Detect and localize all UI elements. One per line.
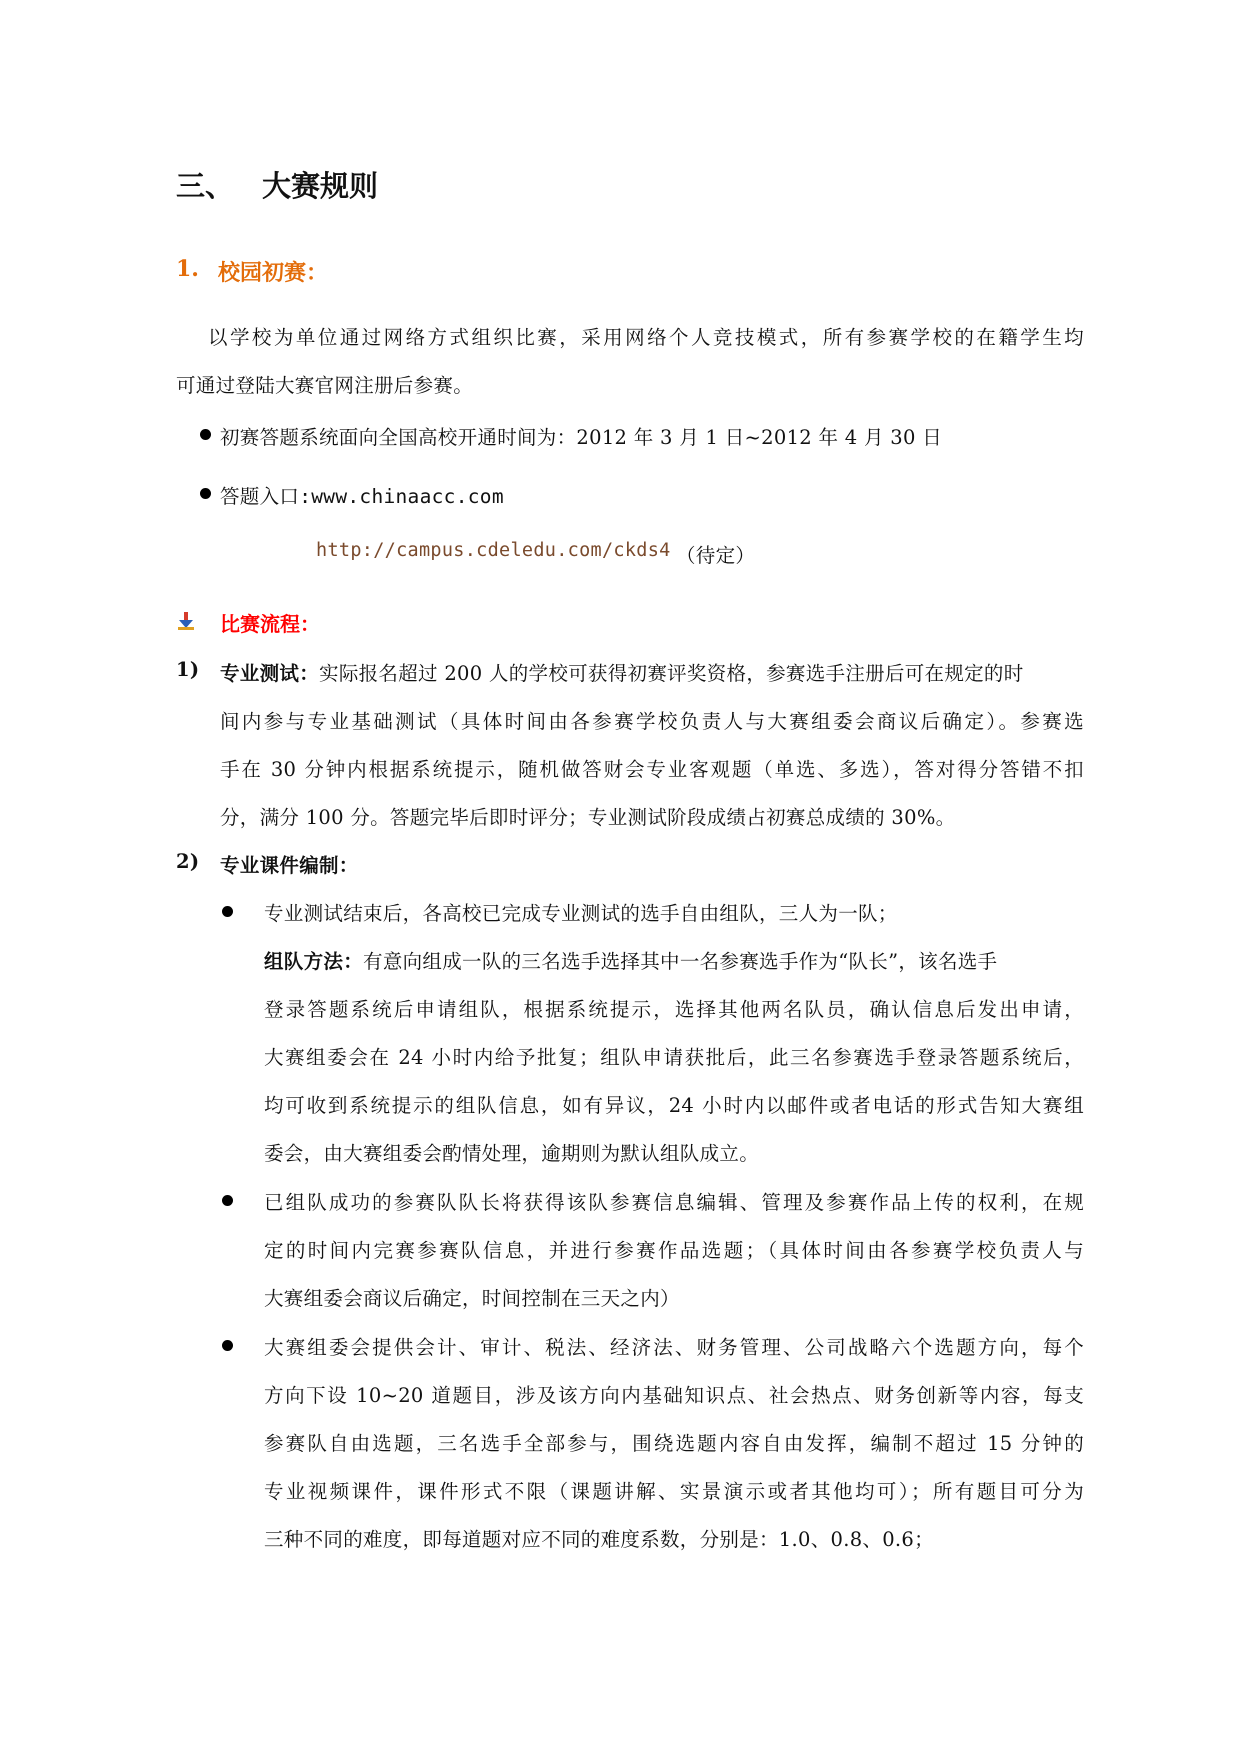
bullet-icon [222, 1340, 233, 1351]
campus-url-link[interactable]: http://campus.cdeledu.com/ckds4 [316, 540, 671, 561]
pending-note: （待定） [676, 544, 756, 567]
entry-url-text: 答题入口:www.chinaacc.com [220, 485, 504, 508]
b1-line-3: 登录答题系统后申请组队，根据系统提示，选择其他两名队员，确认信息后发出申请， [264, 998, 1084, 1021]
b1-line-4: 大赛组委会在 24 小时内给予批复；组队申请获批后，此三名参赛选手登录答题系统后， [264, 1046, 1084, 1069]
step-1-line-4: 分，满分 100 分。答题完毕后即时评分；专业测试阶段成绩占初赛总成绩的 30%。 [220, 806, 956, 829]
b3-line-1: 大赛组委会提供会计、审计、税法、经济法、财务管理、公司战略六个选题方向，每个 [264, 1336, 1084, 1359]
b2-line-3: 大赛组委会商议后确定，时间控制在三天之内） [264, 1287, 680, 1310]
flow-title: 比赛流程： [220, 612, 320, 636]
subsection-number: 1. [176, 256, 199, 282]
b3-line-5: 三种不同的难度，即每道题对应不同的难度系数，分别是：1.0、0.8、0.6； [264, 1528, 934, 1551]
intro-line-2: 可通过登陆大赛官网注册后参赛。 [176, 374, 474, 397]
bullet-icon [222, 906, 233, 917]
bullet-icon [200, 488, 211, 499]
b1-line-1: 专业测试结束后，各高校已完成专业测试的选手自由组队，三人为一队； [264, 902, 898, 925]
step-1-line-3: 手在 30 分钟内根据系统提示，随机做答财会专业客观题（单选、多选），答对得分答错不扣 [220, 758, 1084, 781]
b3-line-4: 专业视频课件，课件形式不限（课题讲解、实景演示或者其他均可）；所有题目可分为 [264, 1480, 1084, 1503]
b1-line-2-text: 有意向组成一队的三名选手选择其中一名参赛选手作为“队长”，该名选手 [363, 950, 998, 973]
arrow-bullet-icon [176, 612, 196, 630]
step-2-number: 2) [176, 850, 200, 873]
intro-line-1: 以学校为单位通过网络方式组织比赛，采用网络个人竞技模式，所有参赛学校的在籍学生均 [208, 326, 1084, 349]
subsection-title: 校园初赛： [218, 260, 329, 286]
step-1-label: 专业测试： [220, 662, 320, 685]
b1-line-2 [264, 946, 997, 974]
bullet-icon [222, 1195, 233, 1206]
b3-line-3: 参赛队自由选题，三名选手全部参与，围绕选题内容自由发挥，编制不超过 15 分钟的 [264, 1432, 1084, 1455]
step-1-number: 1) [176, 658, 200, 681]
open-time-text: 初赛答题系统面向全国高校开通时间为：2012 年 3 月 1 日~2012 年 4 月 30 日 [220, 426, 943, 449]
team-method-label: 组队方法： [264, 950, 364, 973]
step-1-line-2: 间内参与专业基础测试（具体时间由各参赛学校负责人与大赛组委会商议后确定）。参赛选 [220, 710, 1084, 733]
section-number: 三、 [176, 169, 235, 203]
step-1-line-1 [220, 658, 1024, 686]
step-1-line-1-text: 实际报名超过 200 人的学校可获得初赛评奖资格，参赛选手注册后可在规定的时 [319, 662, 1024, 685]
b2-line-2: 定的时间内完赛参赛队信息，并进行参赛作品选题；（具体时间由各参赛学校负责人与 [264, 1239, 1084, 1262]
step-2-label: 专业课件编制： [220, 854, 359, 877]
section-title: 大赛规则 [262, 169, 379, 203]
b1-line-6: 委会，由大赛组委会酌情处理，逾期则为默认组队成立。 [264, 1142, 760, 1165]
b3-line-2: 方向下设 10~20 道题目，涉及该方向内基础知识点、社会热点、财务创新等内容，每支 [264, 1384, 1084, 1407]
bullet-icon [200, 429, 211, 440]
b2-line-1: 已组队成功的参赛队队长将获得该队参赛信息编辑、管理及参赛作品上传的权利，在规 [264, 1191, 1084, 1214]
b1-line-5: 均可收到系统提示的组队信息，如有异议，24 小时内以邮件或者电话的形式告知大赛组 [264, 1094, 1084, 1117]
